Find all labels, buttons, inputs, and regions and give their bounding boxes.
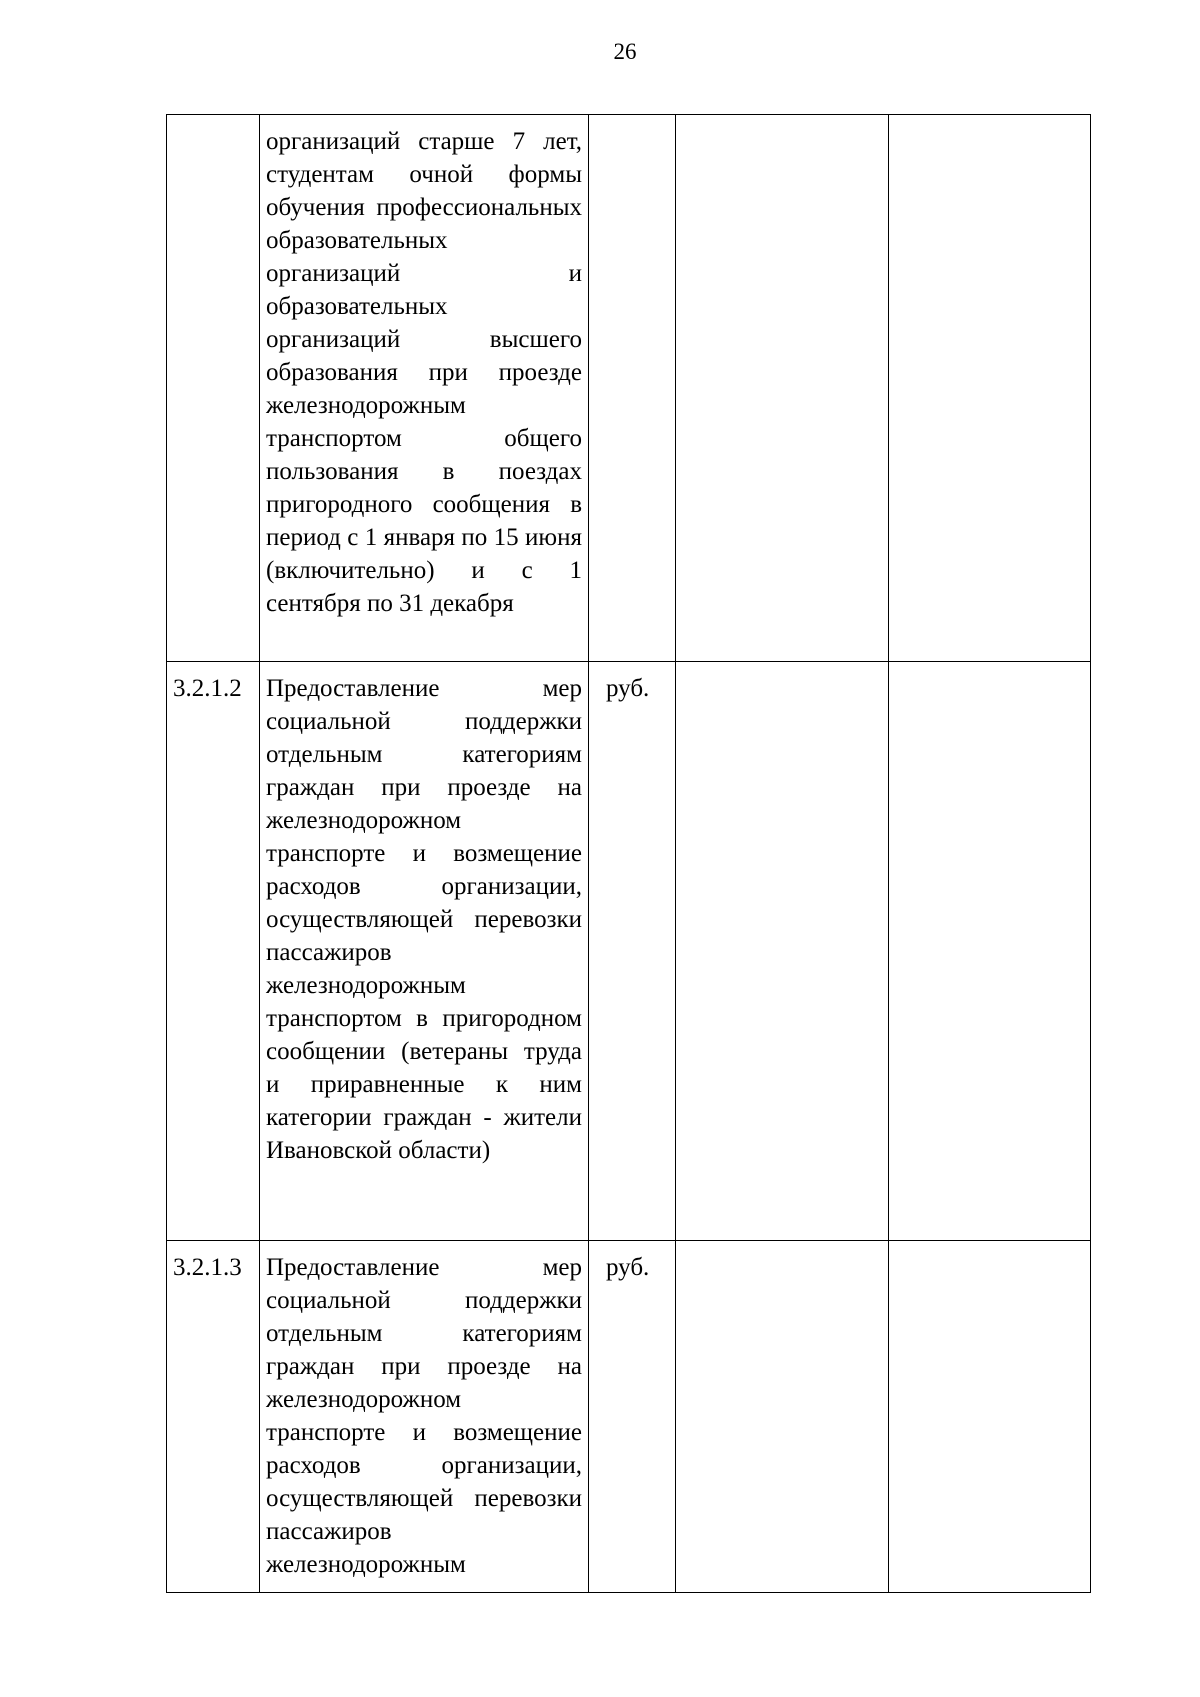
description-cell: организаций старше 7 лет, студентам очной формы обучения профессиональных образовательных организаций и образовательных организаций высшего образования при проезде железнодорожным транспортом общего пользования в поездах пригородного сообщения в период с 1 января по 15 июня (включительно) и с 1 сентября по 31 декабря xyxy=(260,115,589,662)
row-number-cell: 3.2.1.2 xyxy=(167,662,260,1241)
page-number: 26 xyxy=(613,39,637,64)
value-cell xyxy=(889,662,1091,1241)
table-row xyxy=(167,115,1091,662)
value-cell xyxy=(676,662,889,1241)
row-number-cell: 3.2.1.3 xyxy=(167,1241,260,1593)
description-cell: Предоставление мер социальной поддержки отдельным категориям граждан при проезде на железнодорожном транспорте и возмещение расходов организации, осуществляющей перевозки пассажиров железнодорожным транспортом в пригородном сообщении (ветераны труда и приравненные к ним категории граждан - жители Ивановской области) xyxy=(260,662,589,1241)
value-cell xyxy=(889,115,1091,662)
unit-cell: руб. xyxy=(589,662,676,1241)
unit-cell: руб. xyxy=(589,1241,676,1593)
value-cell xyxy=(676,115,889,662)
value-cell xyxy=(676,1241,889,1593)
table-row xyxy=(167,662,1091,1241)
unit-cell xyxy=(589,115,676,662)
description-cell: Предоставление мер социальной поддержки отдельным категориям граждан при проезде на железнодорожном транспорте и возмещение расходов организации, осуществляющей перевозки пассажиров железнодорожным xyxy=(260,1241,589,1593)
row-number-cell xyxy=(167,115,260,662)
measures-table xyxy=(166,114,1091,1593)
value-cell xyxy=(889,1241,1091,1593)
table-row xyxy=(167,1241,1091,1593)
